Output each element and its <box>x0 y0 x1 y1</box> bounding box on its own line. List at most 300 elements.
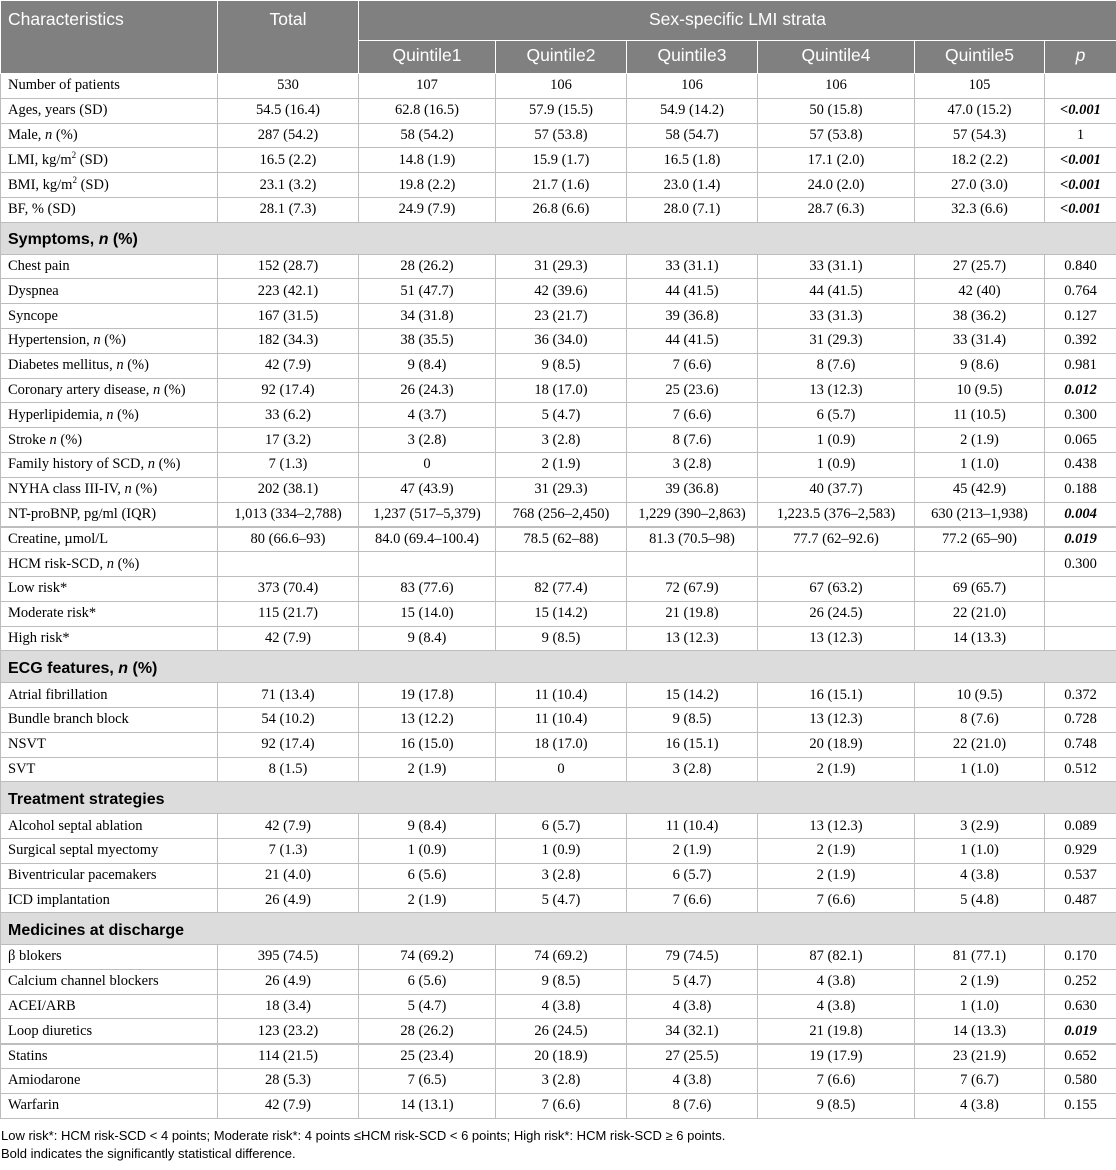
value-cell: 10 (9.5) <box>915 683 1045 708</box>
row-label: Number of patients <box>1 74 218 99</box>
row-label: Amiodarone <box>1 1069 218 1094</box>
value-cell: 1 (0.9) <box>359 838 496 863</box>
header-strata: Sex-specific LMI strata <box>359 1 1116 41</box>
table-row <box>1 279 1116 304</box>
value-cell: 69 (65.7) <box>915 576 1045 601</box>
p-value-cell: 0.188 <box>1045 477 1116 502</box>
table-row <box>1 74 1116 99</box>
table-row <box>1 477 1116 502</box>
value-cell: 395 (74.5) <box>218 945 359 970</box>
row-label: NT-proBNP, pg/ml (IQR) <box>1 502 218 527</box>
value-cell: 3 (2.8) <box>496 428 627 453</box>
value-cell: 115 (21.7) <box>218 601 359 626</box>
value-cell: 9 (8.5) <box>496 969 627 994</box>
value-cell: 1,223.5 (376–2,583) <box>758 502 915 527</box>
value-cell: 33 (31.3) <box>758 304 915 329</box>
row-label: NSVT <box>1 732 218 757</box>
header-quintile: Quintile4 <box>758 41 915 74</box>
value-cell: 2 (1.9) <box>496 452 627 477</box>
value-cell: 58 (54.2) <box>359 123 496 148</box>
p-value-cell: 0.929 <box>1045 838 1116 863</box>
footnote-risk-definitions: Low risk*: HCM risk-SCD < 4 points; Moderate risk*: 4 points ≤HCM risk-SCD < 6 points; High risk*: HCM risk-SCD ≥ 6 points. <box>1 1127 726 1143</box>
value-cell: 1 (0.9) <box>496 838 627 863</box>
value-cell: 5 (4.7) <box>496 888 627 913</box>
value-cell: 3 (2.8) <box>496 1069 627 1094</box>
value-cell: 72 (67.9) <box>627 576 758 601</box>
value-cell: 39 (36.8) <box>627 477 758 502</box>
value-cell: 1,013 (334–2,788) <box>218 502 359 527</box>
value-cell: 0 <box>359 452 496 477</box>
table-row <box>1 254 1116 279</box>
value-cell: 7 (1.3) <box>218 838 359 863</box>
value-cell: 26 (4.9) <box>218 969 359 994</box>
row-label: High risk* <box>1 626 218 651</box>
table-row <box>1 1093 1116 1118</box>
value-cell: 0 <box>496 757 627 782</box>
value-cell: 4 (3.8) <box>915 1093 1045 1118</box>
table-row <box>1 757 1116 782</box>
value-cell: 21.7 (1.6) <box>496 173 627 198</box>
value-cell: 16.5 (2.2) <box>218 148 359 173</box>
value-cell: 40 (37.7) <box>758 477 915 502</box>
value-cell: 3 (2.8) <box>627 452 758 477</box>
table-row <box>1 863 1116 888</box>
table-row <box>1 1044 1116 1069</box>
value-cell: 23 (21.7) <box>496 304 627 329</box>
section-header: Treatment strategies <box>1 782 1116 814</box>
header-quintile: Quintile2 <box>496 41 627 74</box>
p-value-cell: 0.065 <box>1045 428 1116 453</box>
value-cell: 47.0 (15.2) <box>915 98 1045 123</box>
p-value-cell: 0.580 <box>1045 1069 1116 1094</box>
p-value-cell: 0.748 <box>1045 732 1116 757</box>
p-value-cell: 0.487 <box>1045 888 1116 913</box>
value-cell: 17 (3.2) <box>218 428 359 453</box>
value-cell: 9 (8.5) <box>496 353 627 378</box>
value-cell: 4 (3.8) <box>758 994 915 1019</box>
row-label: Statins <box>1 1044 218 1069</box>
value-cell <box>627 552 758 577</box>
row-label: Calcium channel blockers <box>1 969 218 994</box>
value-cell: 38 (35.5) <box>359 328 496 353</box>
value-cell: 31 (29.3) <box>758 328 915 353</box>
value-cell: 22 (21.0) <box>915 732 1045 757</box>
value-cell: 28 (5.3) <box>218 1069 359 1094</box>
value-cell: 3 (2.8) <box>627 757 758 782</box>
row-label: Ages, years (SD) <box>1 98 218 123</box>
row-label: BMI, $kg/m^2$ (SD) <box>1 173 218 198</box>
footnotes <box>0 1119 1116 1163</box>
value-cell: 24.9 (7.9) <box>359 197 496 222</box>
p-value-cell: 0.252 <box>1045 969 1116 994</box>
table-row <box>1 994 1116 1019</box>
value-cell: 17.1 (2.0) <box>758 148 915 173</box>
value-cell: 8 (7.6) <box>758 353 915 378</box>
row-label: Hypertension, n (%) <box>1 328 218 353</box>
value-cell: 2 (1.9) <box>915 428 1045 453</box>
value-cell: 223 (42.1) <box>218 279 359 304</box>
value-cell: 18 (17.0) <box>496 732 627 757</box>
p-value-cell: 0.392 <box>1045 328 1116 353</box>
value-cell: 105 <box>915 74 1045 99</box>
value-cell: 62.8 (16.5) <box>359 98 496 123</box>
value-cell: 287 (54.2) <box>218 123 359 148</box>
p-value-cell <box>1045 626 1116 651</box>
value-cell: 1 (1.0) <box>915 757 1045 782</box>
section-header: Symptoms, n (%) <box>1 222 1116 254</box>
table-row <box>1 814 1116 839</box>
value-cell: 24.0 (2.0) <box>758 173 915 198</box>
value-cell: 92 (17.4) <box>218 378 359 403</box>
value-cell: 51 (47.7) <box>359 279 496 304</box>
table-row <box>1 838 1116 863</box>
value-cell: 13 (12.3) <box>758 814 915 839</box>
value-cell: 6 (5.7) <box>758 403 915 428</box>
value-cell: 13 (12.2) <box>359 707 496 732</box>
table-row <box>1 732 1116 757</box>
value-cell: 11 (10.4) <box>627 814 758 839</box>
value-cell: 15.9 (1.7) <box>496 148 627 173</box>
row-label: Chest pain <box>1 254 218 279</box>
value-cell: 26 (24.5) <box>758 601 915 626</box>
table-row <box>1 576 1116 601</box>
p-value-cell <box>1045 601 1116 626</box>
p-value-cell: 0.019 <box>1045 527 1116 552</box>
row-label: Coronary artery disease, n (%) <box>1 378 218 403</box>
value-cell: 5 (4.7) <box>627 969 758 994</box>
row-label: Alcohol septal ablation <box>1 814 218 839</box>
value-cell: 78.5 (62–88) <box>496 527 627 552</box>
p-value-cell: 0.089 <box>1045 814 1116 839</box>
value-cell: 26 (24.5) <box>496 1019 627 1044</box>
value-cell <box>218 552 359 577</box>
value-cell: 31 (29.3) <box>496 254 627 279</box>
value-cell: 1,229 (390–2,863) <box>627 502 758 527</box>
value-cell: 14 (13.3) <box>915 626 1045 651</box>
value-cell: 8 (1.5) <box>218 757 359 782</box>
value-cell: 2 (1.9) <box>758 757 915 782</box>
p-value-cell <box>1045 576 1116 601</box>
p-value-cell <box>1045 74 1116 99</box>
value-cell: 31 (29.3) <box>496 477 627 502</box>
value-cell: 77.2 (65–90) <box>915 527 1045 552</box>
value-cell: 6 (5.6) <box>359 969 496 994</box>
table-row <box>1 403 1116 428</box>
value-cell: 1 (1.0) <box>915 452 1045 477</box>
table-row <box>1 502 1116 527</box>
row-label: Creatine, µmol/L <box>1 527 218 552</box>
value-cell: 28.7 (6.3) <box>758 197 915 222</box>
value-cell: 4 (3.8) <box>758 969 915 994</box>
row-label: ICD implantation <box>1 888 218 913</box>
row-label: Loop diuretics <box>1 1019 218 1044</box>
row-label: SVT <box>1 757 218 782</box>
row-label: Stroke n (%) <box>1 428 218 453</box>
value-cell: 2 (1.9) <box>758 838 915 863</box>
value-cell: 33 (31.1) <box>627 254 758 279</box>
value-cell: 1 (0.9) <box>758 428 915 453</box>
p-value-cell: 0.004 <box>1045 502 1116 527</box>
value-cell: 22 (21.0) <box>915 601 1045 626</box>
value-cell: 15 (14.2) <box>627 683 758 708</box>
value-cell: 23.0 (1.4) <box>627 173 758 198</box>
value-cell: 8 (7.6) <box>627 1093 758 1118</box>
table-row <box>1 707 1116 732</box>
value-cell: 7 (6.6) <box>627 403 758 428</box>
value-cell: 7 (6.6) <box>627 888 758 913</box>
value-cell: 13 (12.3) <box>758 626 915 651</box>
row-label: Family history of SCD, n (%) <box>1 452 218 477</box>
value-cell: 11 (10.4) <box>496 707 627 732</box>
footnote-bold-meaning: Bold indicates the significantly statistical difference. <box>1 1145 296 1161</box>
value-cell: 3 (2.8) <box>496 863 627 888</box>
p-value-cell: 0.300 <box>1045 403 1116 428</box>
value-cell: 7 (6.5) <box>359 1069 496 1094</box>
value-cell: 44 (41.5) <box>758 279 915 304</box>
table-row <box>1 1069 1116 1094</box>
p-value-cell: 0.764 <box>1045 279 1116 304</box>
value-cell: 5 (4.8) <box>915 888 1045 913</box>
p-value-cell: 0.127 <box>1045 304 1116 329</box>
value-cell: 106 <box>758 74 915 99</box>
value-cell: 123 (23.2) <box>218 1019 359 1044</box>
value-cell: 57 (54.3) <box>915 123 1045 148</box>
value-cell: 107 <box>359 74 496 99</box>
table-row <box>1 452 1116 477</box>
value-cell: 42 (7.9) <box>218 353 359 378</box>
value-cell: 54.9 (14.2) <box>627 98 758 123</box>
header-total: Total <box>218 1 359 74</box>
value-cell: 38 (36.2) <box>915 304 1045 329</box>
value-cell: 36 (34.0) <box>496 328 627 353</box>
value-cell: 14 (13.1) <box>359 1093 496 1118</box>
table-row <box>1 888 1116 913</box>
value-cell: 15 (14.0) <box>359 601 496 626</box>
value-cell: 44 (41.5) <box>627 328 758 353</box>
p-value-cell: 0.981 <box>1045 353 1116 378</box>
value-cell: 2 (1.9) <box>627 838 758 863</box>
header-characteristics: Characteristics <box>1 1 218 74</box>
value-cell: 530 <box>218 74 359 99</box>
value-cell: 42 (40) <box>915 279 1045 304</box>
value-cell: 182 (34.3) <box>218 328 359 353</box>
value-cell: 16 (15.1) <box>627 732 758 757</box>
value-cell: 18 (17.0) <box>496 378 627 403</box>
p-value-cell: 0.012 <box>1045 378 1116 403</box>
value-cell: 11 (10.4) <box>496 683 627 708</box>
value-cell: 5 (4.7) <box>359 994 496 1019</box>
table-row <box>1 626 1116 651</box>
value-cell: 9 (8.5) <box>627 707 758 732</box>
row-label: LMI, $kg/m^2$ (SD) <box>1 148 218 173</box>
table-row <box>1 945 1116 970</box>
row-label: Syncope <box>1 304 218 329</box>
value-cell: 11 (10.5) <box>915 403 1045 428</box>
value-cell: 42 (7.9) <box>218 814 359 839</box>
table-row <box>1 428 1116 453</box>
p-value-cell: 0.537 <box>1045 863 1116 888</box>
value-cell: 7 (6.7) <box>915 1069 1045 1094</box>
p-value-cell: 0.438 <box>1045 452 1116 477</box>
value-cell: 39 (36.8) <box>627 304 758 329</box>
value-cell: 42 (7.9) <box>218 1093 359 1118</box>
value-cell: 16.5 (1.8) <box>627 148 758 173</box>
value-cell: 9 (8.4) <box>359 626 496 651</box>
value-cell: 57 (53.8) <box>496 123 627 148</box>
value-cell: 25 (23.6) <box>627 378 758 403</box>
header-quintile: Quintile5 <box>915 41 1045 74</box>
table-row <box>1 304 1116 329</box>
value-cell: 19 (17.9) <box>758 1044 915 1069</box>
value-cell: 8 (7.6) <box>915 707 1045 732</box>
value-cell: 28.0 (7.1) <box>627 197 758 222</box>
value-cell: 79 (74.5) <box>627 945 758 970</box>
p-value-cell: <0.001 <box>1045 197 1116 222</box>
value-cell: 44 (41.5) <box>627 279 758 304</box>
value-cell: 9 (8.5) <box>496 626 627 651</box>
table-row <box>1 123 1116 148</box>
table-row <box>1 527 1116 552</box>
value-cell: 26.8 (6.6) <box>496 197 627 222</box>
value-cell: 74 (69.2) <box>359 945 496 970</box>
value-cell: 14.8 (1.9) <box>359 148 496 173</box>
value-cell: 21 (19.8) <box>627 601 758 626</box>
value-cell <box>758 552 915 577</box>
row-label: Low risk* <box>1 576 218 601</box>
table-row <box>1 197 1116 222</box>
value-cell: 1 (1.0) <box>915 838 1045 863</box>
table-row <box>1 328 1116 353</box>
value-cell: 202 (38.1) <box>218 477 359 502</box>
value-cell: 3 (2.9) <box>915 814 1045 839</box>
table-row <box>1 601 1116 626</box>
value-cell: 81.3 (70.5–98) <box>627 527 758 552</box>
row-label: Diabetes mellitus, n (%) <box>1 353 218 378</box>
value-cell: 50 (15.8) <box>758 98 915 123</box>
value-cell: 21 (19.8) <box>758 1019 915 1044</box>
value-cell: 167 (31.5) <box>218 304 359 329</box>
value-cell: 81 (77.1) <box>915 945 1045 970</box>
value-cell: 7 (1.3) <box>218 452 359 477</box>
value-cell: 33 (31.1) <box>758 254 915 279</box>
section-header: Medicines at discharge <box>1 913 1116 945</box>
value-cell: 57.9 (15.5) <box>496 98 627 123</box>
row-label: Biventricular pacemakers <box>1 863 218 888</box>
value-cell: 28 (26.2) <box>359 254 496 279</box>
header-p-value: p <box>1045 41 1116 74</box>
p-value-cell: 0.728 <box>1045 707 1116 732</box>
value-cell: 83 (77.6) <box>359 576 496 601</box>
table-row <box>1 969 1116 994</box>
p-value-cell: 0.512 <box>1045 757 1116 782</box>
table-row <box>1 98 1116 123</box>
value-cell: 9 (8.4) <box>359 814 496 839</box>
value-cell: 27.0 (3.0) <box>915 173 1045 198</box>
value-cell: 28.1 (7.3) <box>218 197 359 222</box>
value-cell: 20 (18.9) <box>496 1044 627 1069</box>
value-cell: 2 (1.9) <box>915 969 1045 994</box>
table-row <box>1 353 1116 378</box>
value-cell: 630 (213–1,938) <box>915 502 1045 527</box>
value-cell: 8 (7.6) <box>627 428 758 453</box>
table-body <box>1 74 1116 1119</box>
value-cell: 4 (3.8) <box>915 863 1045 888</box>
value-cell: 54 (10.2) <box>218 707 359 732</box>
value-cell: 27 (25.5) <box>627 1044 758 1069</box>
value-cell: 45 (42.9) <box>915 477 1045 502</box>
value-cell: 92 (17.4) <box>218 732 359 757</box>
value-cell: 9 (8.6) <box>915 353 1045 378</box>
value-cell: 26 (4.9) <box>218 888 359 913</box>
value-cell: 77.7 (62–92.6) <box>758 527 915 552</box>
row-label: Bundle branch block <box>1 707 218 732</box>
value-cell: 7 (6.6) <box>496 1093 627 1118</box>
value-cell: 7 (6.6) <box>758 888 915 913</box>
p-value-cell: 0.019 <box>1045 1019 1116 1044</box>
value-cell: 1,237 (517–5,379) <box>359 502 496 527</box>
value-cell: 42 (7.9) <box>218 626 359 651</box>
table-row <box>1 683 1116 708</box>
value-cell: 67 (63.2) <box>758 576 915 601</box>
value-cell: 57 (53.8) <box>758 123 915 148</box>
value-cell: 9 (8.5) <box>758 1093 915 1118</box>
value-cell: 33 (6.2) <box>218 403 359 428</box>
header-quintile: Quintile1 <box>359 41 496 74</box>
value-cell: 23 (21.9) <box>915 1044 1045 1069</box>
value-cell: 4 (3.8) <box>627 1069 758 1094</box>
value-cell: 42 (39.6) <box>496 279 627 304</box>
value-cell: 7 (6.6) <box>758 1069 915 1094</box>
value-cell: 114 (21.5) <box>218 1044 359 1069</box>
row-label: β blokers <box>1 945 218 970</box>
table-row <box>1 552 1116 577</box>
value-cell: 1 (1.0) <box>915 994 1045 1019</box>
value-cell: 84.0 (69.4–100.4) <box>359 527 496 552</box>
value-cell: 106 <box>496 74 627 99</box>
value-cell: 16 (15.1) <box>758 683 915 708</box>
value-cell: 71 (13.4) <box>218 683 359 708</box>
row-label: Surgical septal myectomy <box>1 838 218 863</box>
value-cell: 2 (1.9) <box>359 888 496 913</box>
row-label: Warfarin <box>1 1093 218 1118</box>
value-cell <box>915 552 1045 577</box>
value-cell: 87 (82.1) <box>758 945 915 970</box>
row-label: Male, n (%) <box>1 123 218 148</box>
value-cell: 25 (23.4) <box>359 1044 496 1069</box>
value-cell: 58 (54.7) <box>627 123 758 148</box>
value-cell: 27 (25.7) <box>915 254 1045 279</box>
value-cell: 82 (77.4) <box>496 576 627 601</box>
value-cell: 47 (43.9) <box>359 477 496 502</box>
value-cell: 373 (70.4) <box>218 576 359 601</box>
row-label: Atrial fibrillation <box>1 683 218 708</box>
value-cell: 106 <box>627 74 758 99</box>
table-row <box>1 148 1116 173</box>
value-cell: 21 (4.0) <box>218 863 359 888</box>
value-cell <box>359 552 496 577</box>
row-label: Moderate risk* <box>1 601 218 626</box>
table-row <box>1 378 1116 403</box>
table-row <box>1 1019 1116 1044</box>
value-cell: 54.5 (16.4) <box>218 98 359 123</box>
p-value-cell: 0.840 <box>1045 254 1116 279</box>
p-value-cell: 0.170 <box>1045 945 1116 970</box>
value-cell: 4 (3.7) <box>359 403 496 428</box>
value-cell: 4 (3.8) <box>496 994 627 1019</box>
p-value-cell: <0.001 <box>1045 173 1116 198</box>
value-cell: 4 (3.8) <box>627 994 758 1019</box>
p-value-cell: 0.652 <box>1045 1044 1116 1069</box>
